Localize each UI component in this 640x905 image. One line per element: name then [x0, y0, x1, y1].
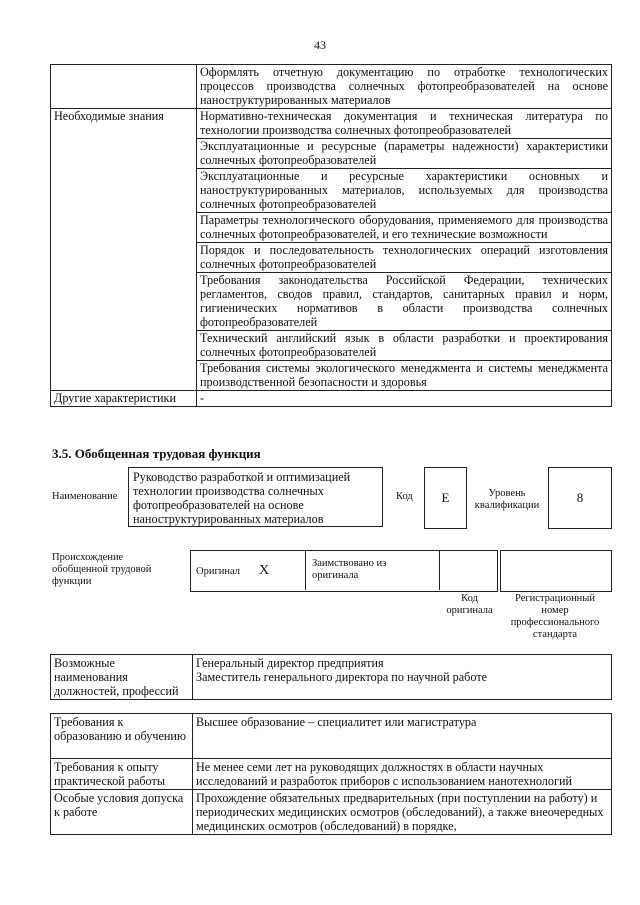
code-value: E: [424, 467, 467, 529]
other-label: Другие характеристики: [51, 391, 197, 407]
section-title: 3.5. Обобщенная трудовая функция: [52, 446, 261, 461]
knowledge-item: Параметры технологического оборудования, применяемого для производства солнечных фотопреобразователей, и его технические возможности: [197, 213, 612, 243]
knowledge-item: Требования системы экологического менеджмента и системы менеджмента производственной безопасности и здоровья: [197, 361, 612, 391]
code-label: Код: [396, 491, 413, 502]
knowledge-item: Эксплуатационные и ресурсные характеристики основных и наноструктурированных материалов, используемых для производства солнечных фотопреобразователей: [197, 169, 612, 213]
other-value: -: [197, 391, 612, 407]
position-item: Заместитель генерального директора по научной работе: [196, 670, 488, 684]
knowledge-table: [50, 64, 612, 407]
position-item: Генеральный директор предприятия: [196, 656, 384, 670]
reg-number-box: [500, 550, 612, 592]
requirement-value: Прохождение обязательных предварительных (при поступлении на работу) и периодических медицинских осмотров (обследований), а также внеочередных медицинских осмотров (обследований) в порядке,: [193, 790, 612, 835]
knowledge-item: Требования законодательства Российской Федерации, технических регламентов, сводов правил, стандартов, санитарных правил и норм, гигиенических нормативов в области производства солнечных фотопреобразователей: [197, 273, 612, 331]
knowledge-item: Нормативно-техническая документация и техническая литература по технологии производства солнечных фотопреобразователей: [197, 109, 612, 139]
requirement-label: Особые условия допуска к работе: [51, 790, 193, 835]
table-row: [51, 65, 612, 109]
positions-label: Возможные наименования должностей, профессий: [51, 655, 193, 700]
origin-label: Происхождение обобщенной трудовой функции: [52, 552, 152, 587]
positions-table: [50, 654, 612, 700]
requirement-value: Не менее семи лет на руководящих должностях в области научных исследований и разработок приборов с использованием нанотехнологий: [193, 759, 612, 790]
positions-value: [193, 655, 612, 700]
page-number: 43: [314, 38, 326, 52]
requirements-table: [50, 713, 612, 835]
name-value: Руководство разработкой и оптимизацией технологии производства солнечных фотопреобразователей на основе наноструктурированных материалов: [128, 467, 383, 527]
reg-number-label: Регистрационный номер профессионального стандарта: [510, 593, 600, 640]
origin-divider: [439, 551, 440, 590]
original-mark: X: [259, 563, 270, 578]
table-row: [51, 790, 612, 835]
skill-cell: Оформлять отчетную документацию по отработке технологических процессов производства солнечных фотопреобразователей на основе наноструктурированных материалов: [197, 65, 612, 109]
knowledge-item: Эксплуатационные и ресурсные (параметры надежности) характеристики солнечных фотопреобразователей: [197, 139, 612, 169]
knowledge-item: Технический английский язык в области разработки и проектирования солнечных фотопреобразователей: [197, 331, 612, 361]
original-label: Оригинал: [196, 566, 240, 577]
level-label: Уровень квалификации: [474, 488, 540, 511]
table-row: [51, 714, 612, 759]
borrowed-label: Заимствовано из оригинала: [312, 558, 387, 581]
table-row: [51, 391, 612, 407]
origin-divider: [305, 551, 306, 590]
requirement-label: Требования к образованию и обучению: [51, 714, 193, 759]
requirement-label: Требования к опыту практической работы: [51, 759, 193, 790]
name-label: Наименование: [52, 491, 118, 502]
code-original-label: Код оригинала: [446, 593, 493, 616]
knowledge-label: Необходимые знания: [51, 109, 197, 391]
table-row: [51, 759, 612, 790]
requirement-value: Высшее образование – специалитет или магистратура: [193, 714, 612, 759]
level-value: 8: [548, 467, 612, 529]
table-row: [51, 109, 612, 139]
knowledge-item: Порядок и последовательность технологических операций изготовления солнечных фотопреобразователей: [197, 243, 612, 273]
table-row: [51, 655, 612, 700]
